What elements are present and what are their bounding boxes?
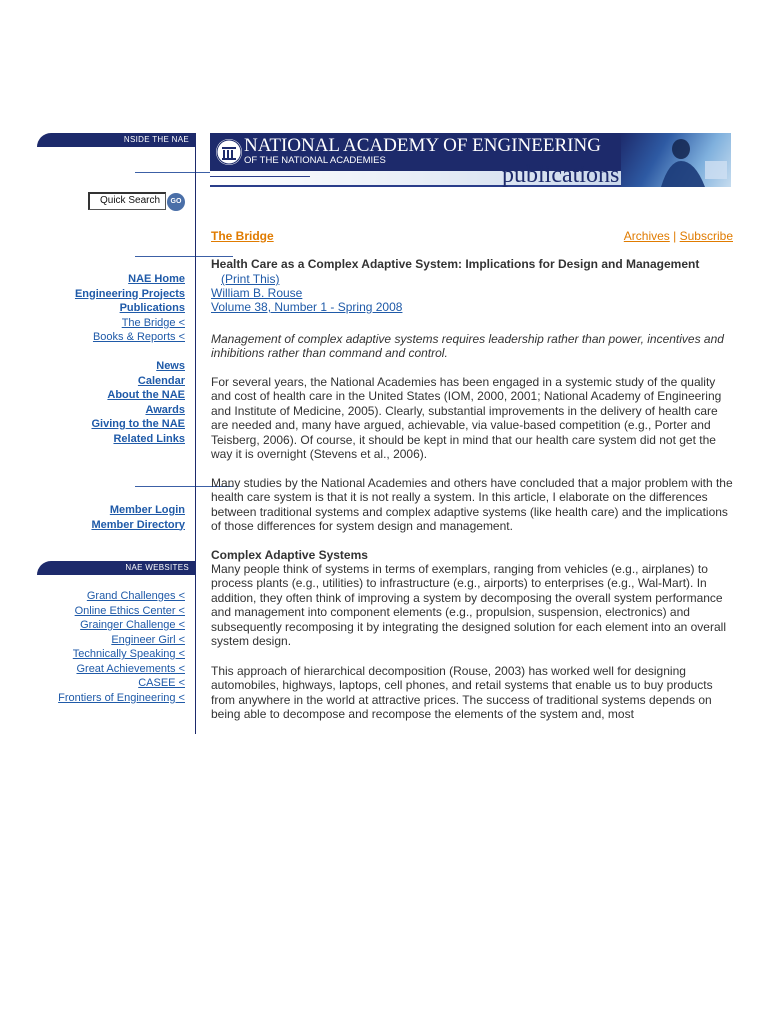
go-button[interactable]: GO xyxy=(167,193,185,211)
link-separator: | xyxy=(673,229,677,243)
nav-calendar[interactable]: Calendar xyxy=(137,374,185,387)
site-online-ethics-center[interactable]: Online Ethics Center < xyxy=(74,604,185,617)
inside-nae-header: NSIDE THE NAE xyxy=(37,133,195,147)
site-grainger-challenge[interactable]: Grainger Challenge < xyxy=(80,619,185,631)
quick-search-input[interactable]: Quick Search xyxy=(88,192,166,210)
banner-title: NATIONAL ACADEMY OF ENGINEERING xyxy=(244,135,601,156)
nav-related-links[interactable]: Related Links xyxy=(113,432,185,445)
nae-banner xyxy=(210,133,731,197)
print-this-link[interactable]: (Print This) xyxy=(221,272,280,286)
volume-link[interactable]: Volume 38, Number 1 - Spring 2008 xyxy=(211,300,403,314)
nav-about-nae[interactable]: About the NAE xyxy=(107,389,185,401)
nav-member-login[interactable]: Member Login xyxy=(109,504,185,516)
banner-subtitle: OF THE NATIONAL ACADEMIES xyxy=(244,155,386,166)
websites-nav xyxy=(58,589,185,705)
site-great-achievements[interactable]: Great Achievements < xyxy=(76,662,185,675)
subscribe-link[interactable]: Subscribe xyxy=(679,229,733,243)
banner-publications-label: publications xyxy=(502,162,620,188)
archives-link[interactable]: Archives xyxy=(623,229,670,243)
article-title: Health Care as a Complex Adaptive System: Implications for Design and Management xyxy=(211,257,700,271)
section-heading: Complex Adaptive Systems xyxy=(211,548,368,562)
author-link[interactable]: William B. Rouse xyxy=(211,286,303,300)
site-frontiers-of-engineering[interactable]: Frontiers of Engineering < xyxy=(58,691,185,704)
paragraph: This approach of hierarchical decomposition (Rouse, 2003) has worked well for designing automobiles, highways, laptops, cell phones, and retail systems that enable us to buy products from anywhere in the world at attractive prices. The success of traditional systems depends on being able to decompose and recompose the elements of the system and, most xyxy=(211,664,713,722)
nae-websites-header: NAE WEBSITES xyxy=(37,561,195,575)
banner-rule xyxy=(210,176,310,177)
nav-books-reports[interactable]: Books & Reports < xyxy=(92,331,185,343)
main-nav xyxy=(75,272,185,345)
lead-paragraph: Management of complex adaptive systems requires leadership rather than power, incentives and inhibitions rather than command and control. xyxy=(211,332,724,361)
paragraph: For several years, the National Academies has been engaged in a systemic study of the quality and cost of health care in the United States (IOM, 2000, 2001; National Academy of Engineering and Institute of Medicine, 2005). Clearly, substantial improvements in the delivery of health care are needed and, many have argued, achievable, via value-based competition (e.g., Porter and Teisberg, 2006). Of course, it should be kept in mind that our health care system did not get the way it is overnight (Stevens et al., 2006). xyxy=(211,375,722,462)
top-links xyxy=(624,229,733,243)
nav-the-bridge[interactable]: The Bridge < xyxy=(121,316,185,329)
paragraph: Many studies by the National Academies and others have concluded that a major problem with the health care system is that it is not really a system. In this article, I elaborate on the differences between traditional systems and complex adaptive systems (like health care) and the implications of those differences for system design and management. xyxy=(211,476,733,534)
the-bridge-link[interactable]: The Bridge xyxy=(211,229,274,243)
site-casee[interactable]: CASEE < xyxy=(138,677,185,689)
nav-nae-home[interactable]: NAE Home xyxy=(128,273,185,285)
nav-member-directory[interactable]: Member Directory xyxy=(91,518,185,531)
nav-publications[interactable]: Publications xyxy=(119,302,185,314)
site-grand-challenges[interactable]: Grand Challenges < xyxy=(86,590,185,602)
site-engineer-girl[interactable]: Engineer Girl < xyxy=(111,633,185,646)
secondary-nav xyxy=(92,359,186,446)
nae-seal-icon xyxy=(216,139,242,165)
site-technically-speaking[interactable]: Technically Speaking < xyxy=(72,648,185,660)
paragraph: Many people think of systems in terms of exemplars, ranging from vehicles (e.g., airplanes) to process plants (e.g., utilities) to infrastructure (e.g., airports) to enterprises (e.g., Wal-Mart). In addition, they often think of improving a system by decomposing the overall system performance and management into component elements (e.g., propulsion, suspension, electronics) and subsequently recomposing it by integrating the designed solution for each element into an overall system design. xyxy=(211,562,726,649)
nav-news[interactable]: News xyxy=(156,360,185,372)
banner-photo xyxy=(621,133,731,187)
nav-engineering-projects[interactable]: Engineering Projects xyxy=(74,287,185,300)
left-sidebar xyxy=(37,133,195,733)
nav-awards[interactable]: Awards xyxy=(145,403,185,416)
nav-giving[interactable]: Giving to the NAE xyxy=(91,418,185,430)
member-nav xyxy=(91,503,185,532)
column-divider xyxy=(195,133,196,734)
